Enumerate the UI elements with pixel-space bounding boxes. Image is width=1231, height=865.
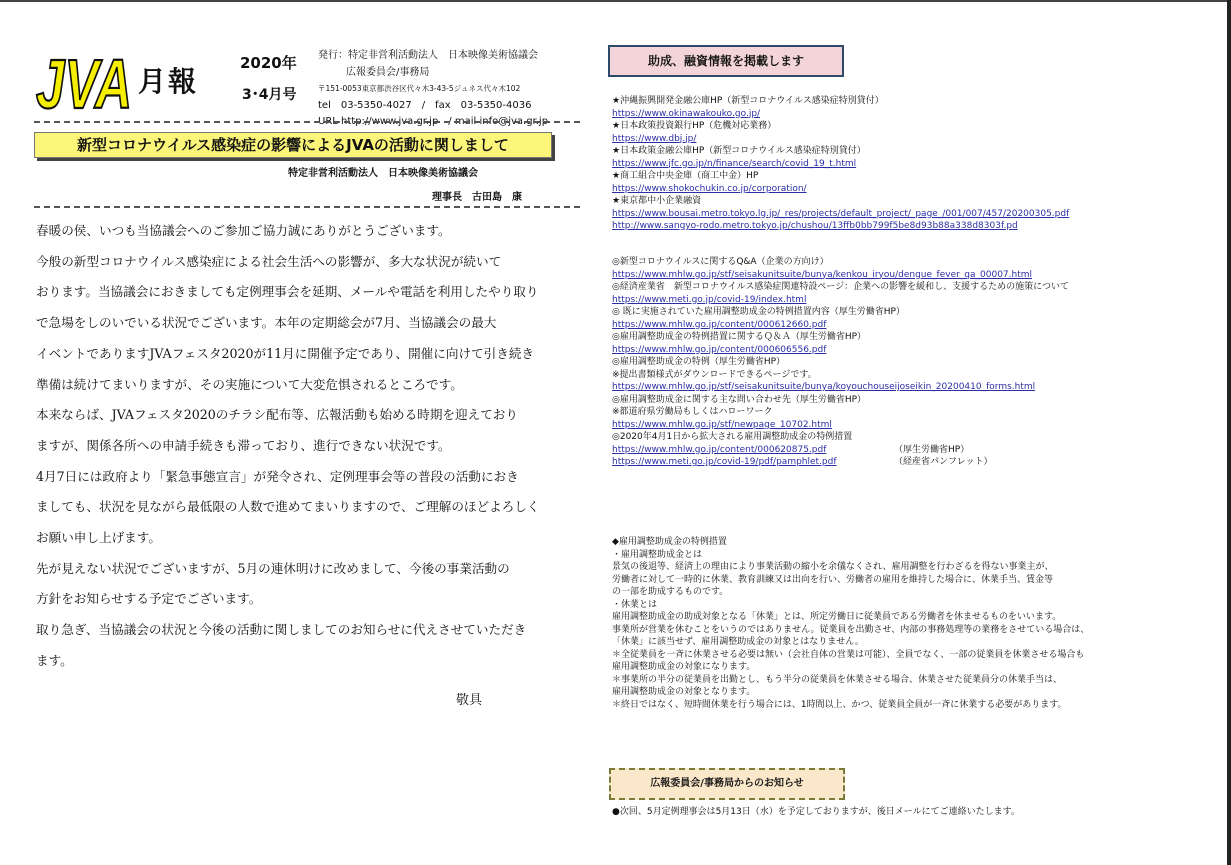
explanation-line: 「休業」に該当せず、雇用調整助成金の対象とはなりません。: [612, 637, 864, 647]
publisher-line: 発行：特定非営利活動法人 日本映像美術協議会: [318, 50, 538, 61]
explanation-line: ・休業とは: [612, 599, 658, 610]
employment-subsidy-explanation: [612, 536, 1224, 711]
notice-box-title: 広報委員会/事務局からのお知らせ: [609, 768, 845, 800]
issue-year: 2020年: [240, 54, 297, 72]
explanation-line: 労働者に対して一時的に休業、教育訓練又は出向を行い、労働者の雇用を維持した場合に、休業手当、賃金等: [612, 574, 1054, 585]
article-line: 今般の新型コロナウイルス感染症による社会生活への影響が、多大な状況が続いて: [36, 253, 502, 269]
article-line: おります。当協議会におきましても定例理事会を延期、メールや電話を利用したやり取り: [36, 284, 539, 300]
subsidy-item-note: ※都道府県労働局もしくはハローワーク: [612, 407, 773, 417]
subsidy-item-link[interactable]: https://www.mhlw.go.jp/stf/seisakunitsuite/bunya/kenkou_iryou/dengue_fever_qa_00007.html: [612, 269, 1033, 280]
explanation-line: の一部を助成するものです。: [612, 587, 729, 597]
article-divider: [34, 206, 580, 208]
loan-item-label: ★日本政策投資銀行HP（危機対応業務）: [612, 121, 777, 131]
subsidy-item-note: ※提出書類様式がダウンロードできるページです。: [612, 369, 817, 380]
subsidy-item-label: ◎雇用調整助成金の特例（厚生労働省HP）: [612, 357, 786, 367]
article-line: で急場をしのいでいる状況でございます。本年の定期総会が7月、当協議会の最大: [36, 315, 497, 331]
subsidy-link-source: （経産省パンフレット）: [894, 457, 993, 467]
loan-item-link[interactable]: https://www.okinawakouko.go.jp/: [612, 108, 761, 119]
loan-item-label: ★日本政策金融公庫HP（新型コロナウイルス感染症特別貸付）: [612, 146, 866, 156]
subsidy-item-label: ◎経済産業省 新型コロナウイルス感染症関連特設ページ：企業への影響を緩和し、支援するための施策について: [612, 282, 1069, 292]
article-body: [36, 216, 556, 677]
explanation-line: 雇用調整助成金の対象となります。: [612, 687, 756, 697]
explanation-line: ＊終日ではなく、短時間休業を行う場合には、1時間以上、かつ、従業員全員が一斉に休業する必要があります。: [612, 699, 1067, 710]
article-headline: 新型コロナウイルス感染症の影響によるJVAの活動に関しまして: [34, 132, 552, 158]
article-line: 準備は続けてまいりますが、その実施について大変危惧されるところです。: [36, 376, 463, 392]
subsidy-link-row: [612, 456, 1224, 469]
article-line: 4月7日には政府より「緊急事態宣言」が発令され、定例理事会等の普段の活動におき: [36, 468, 519, 484]
jva-logo: [34, 44, 134, 116]
subsidy-item-label: ◎ 既に実施されていた雇用調整助成金の特例措置内容（厚生労働省HP）: [612, 307, 905, 317]
article-line: 本来ならば、JVAフェスタ2020のチラシ配布等、広報活動も始める時期を迎えており: [36, 407, 518, 423]
explanation-line: 雇用調整助成金の対象になります。: [612, 662, 756, 672]
subsidy-link-row: [612, 444, 1224, 457]
header-divider: [34, 121, 580, 123]
article-line: イベントでありますJVAフェスタ2020が11月に開催予定であり、開催に向けて引き続き: [36, 345, 535, 361]
finance-info-box-title: 助成、融資情報を掲載します: [608, 45, 844, 77]
article-line: ましても、状況を見ながら最低限の人数で進めてまいりますので、ご理解のほどよろしく: [36, 499, 540, 515]
loan-item-link[interactable]: http://www.sangyo-rodo.metro.tokyo.jp/chushou/13ffb0bb799f5be8d93b88a338d8303f.pd: [612, 221, 1018, 231]
article-closing: 敬具: [456, 693, 483, 708]
subsidy-link-source: （厚生労働省HP）: [894, 444, 970, 455]
loan-item-link[interactable]: https://www.dbj.jp/: [612, 133, 697, 144]
issue-number: 3･4月号: [242, 87, 297, 103]
subsidy-item-link[interactable]: https://www.mhlw.go.jp/stf/seisakunitsuite/bunya/koyouchouseijoseikin_20200410_forms.html: [612, 382, 1036, 392]
loan-item-link[interactable]: https://www.jfc.go.jp/n/finance/search/covid_19_t.html: [612, 158, 857, 169]
jva-logo-text: JVA: [36, 45, 132, 116]
explanation-line: 事業所が営業を休むことをいうのではありません。従業員を出勤させ、内部の事務処理等の業務をさせている場合は、: [612, 624, 1090, 635]
article-line: 先が見えない状況でございますが、5月の連休明けに改めまして、今後の事業活動の: [36, 560, 510, 576]
subsidy-item-link[interactable]: https://www.mhlw.go.jp/content/000606556.pdf: [612, 344, 827, 355]
newsletter-title: 月報: [138, 65, 199, 98]
subsidy-item-link[interactable]: https://www.mhlw.go.jp/content/000620875.pdf: [612, 444, 827, 455]
article-line: 春暖の侯、いつも当協議会へのご参加ご協力誠にありがとうございます。: [36, 223, 451, 238]
subsidy-item-link[interactable]: https://www.mhlw.go.jp/stf/newpage_10702.html: [612, 419, 832, 430]
explanation-line: ◆雇用調整助成金の特例措置: [612, 537, 727, 547]
subsidy-item-label: ◎雇用調整助成金の特例措置に関するＱ＆Ａ（厚生労働省HP）: [612, 332, 867, 342]
publisher-address: 〒151-0053東京都渋谷区代々木3-43-5ジュネス代々木102: [318, 84, 521, 93]
subsidy-item-label: ◎新型コロナウイルスに関するQ&A（企業の方向け）: [612, 257, 829, 267]
subsidy-info-list: [612, 256, 1224, 469]
article-organization: 特定非営利活動法人 日本映像美術協議会: [288, 168, 478, 179]
loan-item-label: ★東京都中小企業融資: [612, 196, 702, 206]
publisher-department: 広報委員会/事務局: [346, 66, 430, 78]
explanation-line: ＊事業所の半分の従業員を出勤とし、もう半分の従業員を休業させる場合、休業させた従業員分の休業手当は、: [612, 674, 1063, 685]
explanation-line: ＊全従業員を一斉に休業させる必要は無い（会社自体の営業は可能）、全員でなく、一部の従業員を休業させる場合も: [612, 649, 1085, 660]
loan-item-link[interactable]: https://www.shokochukin.co.jp/corporation/: [612, 183, 807, 194]
article-line: 取り急ぎ、当協議会の状況と今後の活動に関しましてのお知らせに代えさせていただき: [36, 622, 527, 638]
publisher-url-mail[interactable]: URL http://www.jva.gr.jp / mail info@jva.gr.jp: [318, 116, 549, 127]
finance-loan-list: [612, 95, 1224, 233]
explanation-line: 雇用調整助成金の助成対象となる「休業」とは、所定労働日に従業員である労働者を休ませるものをいいます。: [612, 612, 1062, 622]
publisher-info: [318, 48, 548, 131]
publisher-phone-fax: tel 03-5350-4027 / fax 03-5350-4036: [318, 99, 532, 111]
article-line: 方針をお知らせする予定でございます。: [36, 591, 262, 607]
article-author: 理事長 古田島 康: [432, 192, 522, 203]
subsidy-item-link[interactable]: https://www.mhlw.go.jp/content/000612660.pdf: [612, 319, 827, 330]
explanation-line: ・雇用調整助成金とは: [612, 549, 703, 560]
loan-item-label: ★商工組合中央金庫（商工中金）HP: [612, 171, 759, 181]
subsidy-item-label: ◎2020年4月1日から拡大される雇用調整助成金の特例措置: [612, 432, 853, 442]
article-line: ます。: [36, 652, 73, 668]
subsidy-item-link[interactable]: https://www.meti.go.jp/covid-19/index.html: [612, 294, 807, 305]
notice-text: ●次回、5月定例理事会は5月13日（水）を予定しておりますが、後日メールにてご連絡いたします。: [612, 807, 1020, 817]
page-top-border: [0, 0, 1231, 2]
article-line: ますが、関係各所への申請手続きも滞っており、進行できない状況です。: [36, 437, 451, 453]
loan-item-label: ★沖縄振興開発金融公庫HP（新型コロナウイルス感染症特別貸付）: [612, 96, 884, 106]
subsidy-item-link[interactable]: https://www.meti.go.jp/covid-19/pdf/pamphlet.pdf: [612, 457, 837, 467]
explanation-line: 景気の後退等、経済上の理由により事業活動の縮小を余儀なくされ、雇用調整を行わざるを得ない事業主が、: [612, 562, 1054, 572]
subsidy-item-label: ◎雇用調整助成金に関する主な問い合わせ先（厚生労働省HP）: [612, 394, 867, 405]
loan-item-link[interactable]: https://www.bousai.metro.tokyo.lg.jp/_res/projects/default_project/_page_/001/007/457/20200305.pdf: [612, 208, 1070, 219]
article-line: お願い申し上げます。: [36, 530, 161, 546]
page-right-border: [1227, 0, 1231, 865]
